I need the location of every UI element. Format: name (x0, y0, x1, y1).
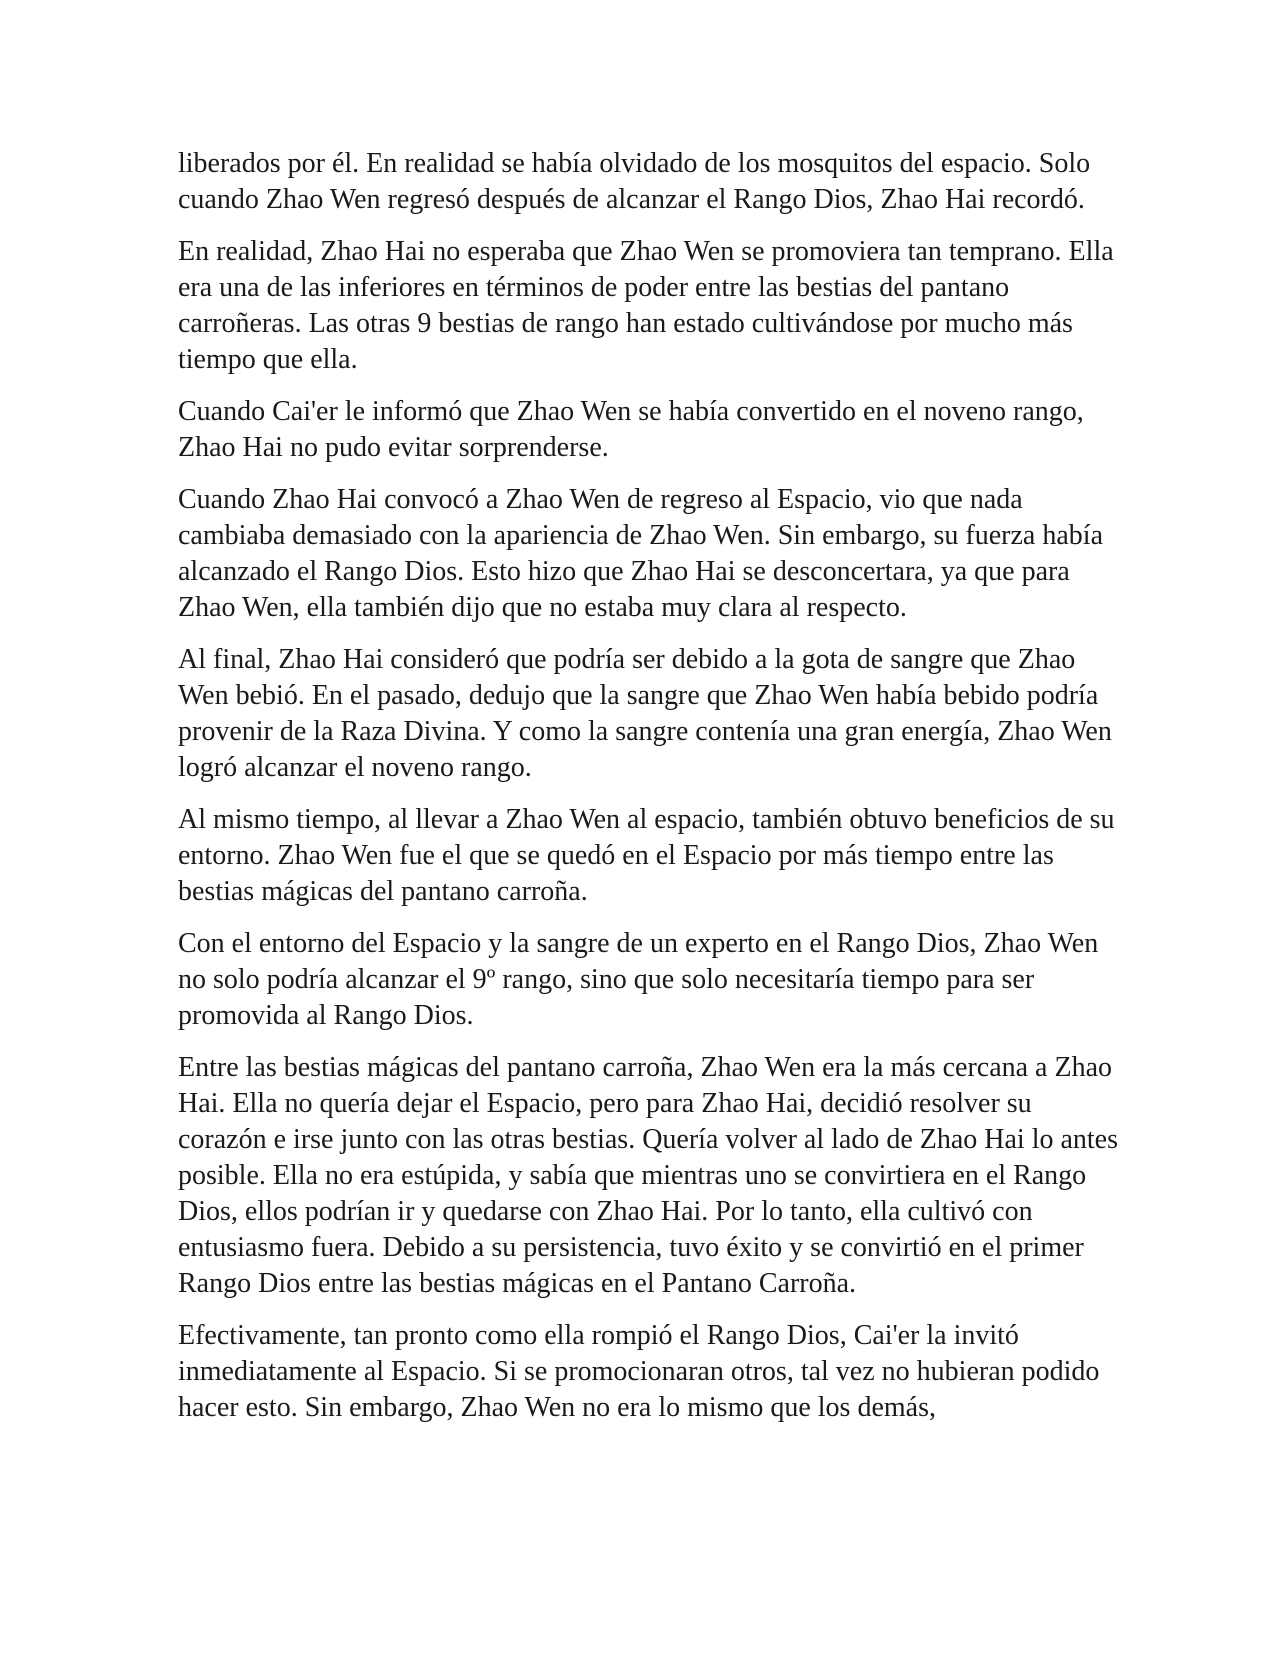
paragraph-2: En realidad, Zhao Hai no esperaba que Zhao Wen se promoviera tan temprano. Ella era una de las inferiores en términos de poder entre las bestias del pantano carroñeras. Las otras 9 bestias de rango han estado cultivándose por mucho más tiempo que ella. (178, 236, 1114, 375)
paragraph-7: Con el entorno del Espacio y la sangre de un experto en el Rango Dios, Zhao Wen no solo podría alcanzar el 9º rango, sino que solo necesitaría tiempo para ser promovida al Rango Dios. (178, 928, 1099, 1031)
paragraph-1: liberados por él. En realidad se había olvidado de los mosquitos del espacio. Solo cuando Zhao Wen regresó después de alcanzar el Rango Dios, Zhao Hai recordó. (178, 148, 1091, 215)
paragraph-3: Cuando Cai'er le informó que Zhao Wen se había convertido en el noveno rango, Zhao Hai no pudo evitar sorprenderse. (178, 396, 1084, 463)
paragraph-8: Entre las bestias mágicas del pantano carroña, Zhao Wen era la más cercana a Zhao Hai. Ella no quería dejar el Espacio, pero para Zhao Hai, decidió resolver su corazón e irse junto con las otras bestias. Quería volver al lado de Zhao Hai lo antes posible. Ella no era estúpida, y sabía que mientras uno se convirtiera en el Rango Dios, ellos podrían ir y quedarse con Zhao Hai. Por lo tanto, ella cultivó con entusiasmo fuera. Debido a su persistencia, tuvo éxito y se convirtió en el primer Rango Dios entre las bestias mágicas en el Pantano Carroña. (178, 1052, 1119, 1299)
document-body (178, 146, 1118, 1442)
paragraph-9: Efectivamente, tan pronto como ella rompió el Rango Dios, Cai'er la invitó inmediatamente al Espacio. Si se promocionaran otros, tal vez no hubieran podido hacer esto. Sin embargo, Zhao Wen no era lo mismo que los demás, (178, 1320, 1100, 1423)
paragraph-4: Cuando Zhao Hai convocó a Zhao Wen de regreso al Espacio, vio que nada cambiaba demasiado con la apariencia de Zhao Wen. Sin embargo, su fuerza había alcanzado el Rango Dios. Esto hizo que Zhao Hai se desconcertara, ya que para Zhao Wen, ella también dijo que no estaba muy clara al respecto. (178, 484, 1103, 623)
paragraph-5: Al final, Zhao Hai consideró que podría ser debido a la gota de sangre que Zhao Wen bebió. En el pasado, dedujo que la sangre que Zhao Wen había bebido podría provenir de la Raza Divina. Y como la sangre contenía una gran energía, Zhao Wen logró alcanzar el noveno rango. (178, 644, 1112, 783)
paragraph-6: Al mismo tiempo, al llevar a Zhao Wen al espacio, también obtuvo beneficios de su entorno. Zhao Wen fue el que se quedó en el Espacio por más tiempo entre las bestias mágicas del pantano carroña. (178, 804, 1115, 907)
